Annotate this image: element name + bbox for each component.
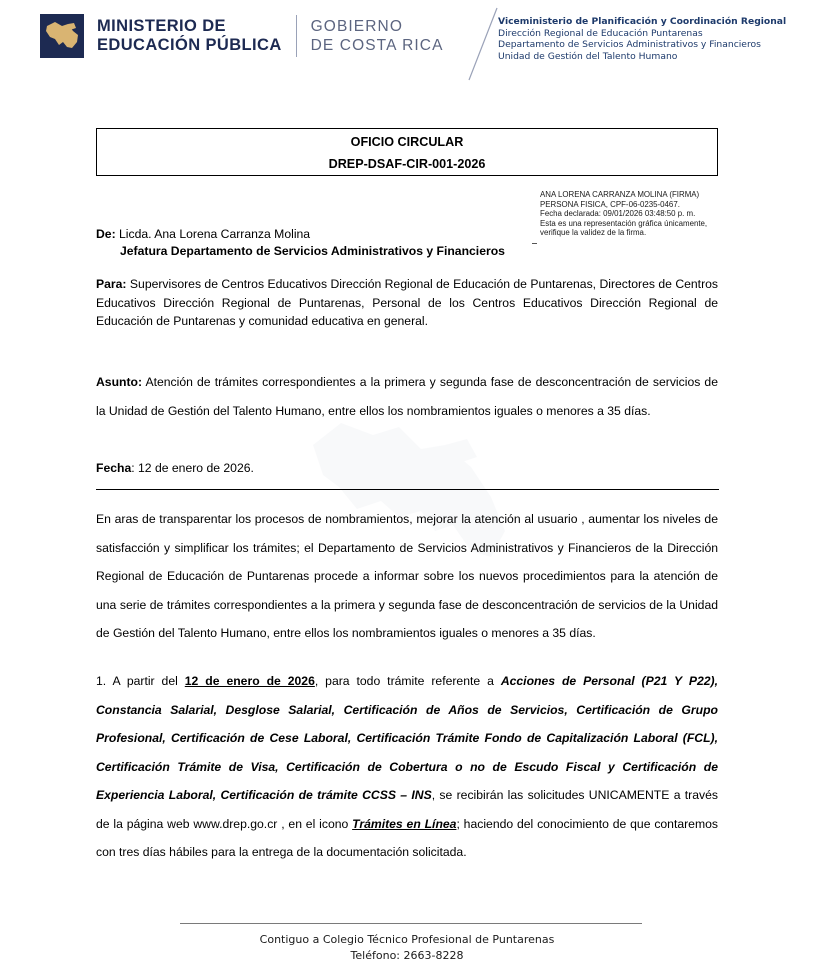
signature-disclaimer-line-2: verifique la validez de la firma. xyxy=(540,228,647,238)
item-1-procedures-list: Acciones de Personal (P21 Y P22), Constancia Salarial, Desglose Salarial, Certificación de Años de Servicios, Certificación de Grupo Profesional, Certificación de Cese Laboral, Certificación Trámite Fondo de Capitalización Laboral (FCL), Certificación Trámite de Visa, Certificación de Cobertura o no de Escudo Fiscal y Certificación de Experiencia Laboral, Certificación de trámite CCSS – INS xyxy=(96,674,718,802)
recipients-label: Para: xyxy=(96,277,127,291)
signature-declared-date: Fecha declarada: 09/01/2026 03:48:50 p. m. xyxy=(540,209,696,219)
office-heading-block xyxy=(498,16,786,62)
footer-divider xyxy=(180,923,642,924)
footer-address: Contiguo a Colegio Técnico Profesional de Puntarenas xyxy=(259,933,555,946)
sender-role: Jefatura Departamento de Servicios Administrativos y Financieros xyxy=(120,244,505,258)
sender-role-line xyxy=(96,243,718,260)
oficio-title-box xyxy=(96,128,718,176)
document-footer xyxy=(96,932,718,964)
costa-rica-map-crest-icon xyxy=(40,14,84,58)
item-1-text-c: , se recibirán las solicitudes UNICAMENTE a través de la página web www.drep.go.cr , en el icono xyxy=(96,788,718,831)
document-header xyxy=(0,0,822,88)
sender-block xyxy=(96,226,718,260)
subject-block xyxy=(96,368,718,425)
gobierno-line-2: DE COSTA RICA xyxy=(310,37,444,54)
gobierno-line-1: GOBIERNO xyxy=(310,18,403,35)
logo-divider xyxy=(296,15,297,57)
item-1-text-d: ; haciendo del conocimiento de que contaremos con tres días hábiles para la entrega de la documentación solicitada. xyxy=(96,816,718,859)
office-line-2: Dirección Regional de Educación Puntarenas xyxy=(498,27,703,39)
ministerio-line-1: MINISTERIO DE xyxy=(97,17,226,35)
date-block xyxy=(96,458,718,478)
oficio-title: OFICIO CIRCULAR xyxy=(350,135,464,149)
date-label: Fecha xyxy=(96,461,132,475)
item-1-text-a: A partir del xyxy=(112,674,178,688)
ministerio-line-2: EDUCACIÓN PÚBLICA xyxy=(97,36,282,54)
oficio-reference-number: DREP-DSAF-CIR-001-2026 xyxy=(328,157,486,171)
date-value: 12 de enero de 2026. xyxy=(138,461,254,475)
diagonal-separator-icon xyxy=(466,6,500,82)
ministerio-wordmark xyxy=(97,17,282,55)
gobierno-wordmark xyxy=(311,17,444,55)
numbered-item-1 xyxy=(96,667,718,867)
subject-text: Atención de trámites correspondientes a la primera y segunda fase de desconcentración de servicios de la Unidad de Gestión del Talento Humano, entre ellos los nombramientos iguales o menores a 35 días. xyxy=(96,375,718,418)
recipients-block xyxy=(96,275,718,331)
subject-label: Asunto: xyxy=(96,375,143,389)
signature-signer-name: ANA LORENA CARRANZA MOLINA (FIRMA) xyxy=(540,190,700,199)
sender-name: Licda. Ana Lorena Carranza Molina xyxy=(119,227,311,241)
body-paragraph-1: En aras de transparentar los procesos de nombramientos, mejorar la atención al usuario , aumentar los niveles de satisfacción y simplificar los trámites; el Departamento de Servicios Administrativos y Financieros de la Dirección Regional de Educación de Puntarenas procede a informar sobre los nuevos procedimientos para la atención de una serie de trámites correspondientes a la primera y segunda fase de desconcentración de servicios de la Unidad de Gestión del Talento Humano, entre ellos los nombramientos iguales o menores a 35 días. xyxy=(96,512,718,640)
signature-disclaimer-line-1: Esta es una representación gráfica únicamente, xyxy=(540,218,708,228)
office-line-1: Viceministerio de Planificación y Coordinación Regional xyxy=(498,16,787,27)
signature-id: PERSONA FISICA, CPF-06-0235-0467. xyxy=(540,199,680,209)
section-divider xyxy=(96,489,719,490)
date-separator: : xyxy=(131,461,135,475)
sender-label: De: xyxy=(96,227,116,241)
item-1-online-portal-link[interactable]: Trámites en Línea xyxy=(352,816,457,831)
office-line-3: Departamento de Servicios Administrativos y Financieros xyxy=(498,39,761,51)
item-1-text-b: , para todo trámite referente a xyxy=(314,674,494,688)
item-1-effective-date: 12 de enero de 2026 xyxy=(184,674,315,688)
office-line-4: Unidad de Gestión del Talento Humano xyxy=(498,50,678,62)
sender-line xyxy=(96,226,718,243)
footer-phone: Teléfono: 2663-8228 xyxy=(350,949,464,962)
recipients-text: Supervisores de Centros Educativos Dirección Regional de Educación de Puntarenas, Directores de Centros Educativos Dirección Regional de Puntarenas, Personal de los Centros Educativos Dirección Regional de Educación de Puntarenas y comunidad educativa en general. xyxy=(96,277,719,328)
item-1-number: 1. xyxy=(96,674,107,688)
mep-logo-block xyxy=(40,14,444,58)
